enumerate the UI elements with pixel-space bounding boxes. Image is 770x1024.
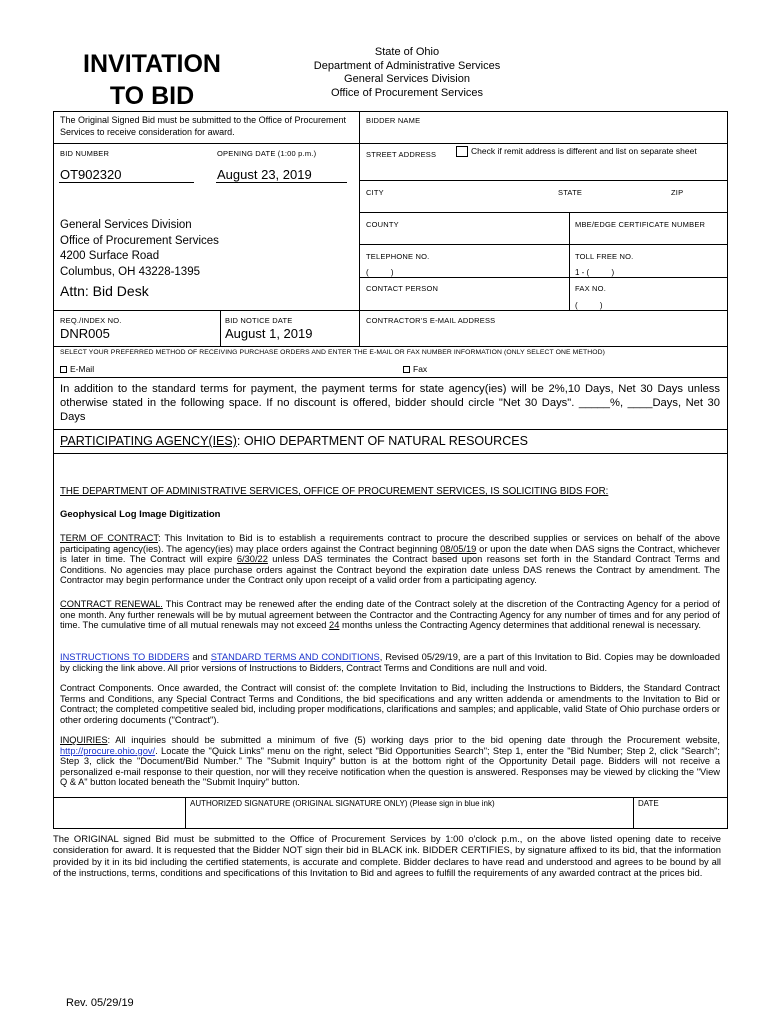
bid-notice-value: August 1, 2019 xyxy=(225,326,313,341)
term-label: TERM OF CONTRACT xyxy=(60,533,158,543)
signature-field[interactable] xyxy=(186,810,632,828)
participating-agency-label: PARTICIPATING AGENCY(IES) xyxy=(60,434,237,448)
revision-date: Rev. 05/29/19 xyxy=(66,997,134,1009)
instructions-text: , Revised 05/29/19, are a part of this Invitation to Bid. Copies may be downloaded by clicking the link above. All prior versions of Instructions to Bidders, Contract Terms and Conditions are null and void. xyxy=(60,652,720,673)
street-address-field[interactable] xyxy=(360,160,727,179)
zip-label: ZIP xyxy=(671,188,684,197)
renewal-months: 24 xyxy=(329,620,340,631)
attn-bid-desk: Attn: Bid Desk xyxy=(60,283,149,299)
term-end-date: 6/30/22 xyxy=(236,554,268,565)
title-line1: INVITATION xyxy=(83,50,221,78)
email-option-checkbox[interactable] xyxy=(60,366,67,373)
date-field[interactable] xyxy=(634,810,726,828)
instructions-to-bidders-link[interactable]: INSTRUCTIONS TO BIDDERS xyxy=(60,652,190,662)
mbe-label: MBE/EDGE CERTIFICATE NUMBER xyxy=(575,220,706,229)
participating-agency-value: : OHIO DEPARTMENT OF NATURAL RESOURCES xyxy=(236,434,528,448)
state-label: STATE xyxy=(558,188,583,197)
mailing-address xyxy=(60,218,219,280)
renewal-label: CONTRACT RENEWAL. xyxy=(60,599,163,609)
title-line2: TO BID xyxy=(109,82,195,110)
address-line: Columbus, OH 43228-1395 xyxy=(60,265,200,278)
agency-line: State of Ohio xyxy=(374,46,440,58)
remit-address-checkbox[interactable] xyxy=(456,146,468,157)
opening-date: August 23, 2019 xyxy=(217,167,312,182)
inquiries-label: INQUIRIES xyxy=(60,735,108,745)
and-text: and xyxy=(189,652,211,662)
tollfree-field[interactable]: 1 - ( ) xyxy=(575,268,615,277)
signature-label: AUTHORIZED SIGNATURE (ORIGINAL SIGNATURE ONLY) (Please sign in blue ink) xyxy=(190,799,495,808)
inquiries-paragraph xyxy=(60,735,720,788)
procure-website-link[interactable]: http://procure.ohio.gov/ xyxy=(60,745,156,756)
term-text: or upon the date when DAS signs the Contract, whichever is later in time. The Contract will expire xyxy=(60,543,720,565)
term-start-date: 08/05/19 xyxy=(440,543,477,554)
bid-notice-label: BID NOTICE DATE xyxy=(225,316,293,325)
bid-number-label: BID NUMBER xyxy=(60,149,110,158)
fax-label: FAX NO. xyxy=(575,284,606,293)
method-instructions: SELECT YOUR PREFERRED METHOD OF RECEIVING PURCHASE ORDERS AND ENTER THE E-MAIL OR FAX NUMBER INFORMATION (ONLY SELECT ONE METHOD) xyxy=(60,349,606,356)
fax-option-label: Fax xyxy=(413,364,428,374)
agency-line: Office of Procurement Services xyxy=(330,86,484,99)
bidder-name-field[interactable] xyxy=(360,125,727,142)
telephone-field[interactable]: ( ) xyxy=(366,268,394,277)
standard-terms-link[interactable]: STANDARD TERMS AND CONDITIONS xyxy=(210,652,380,662)
remit-check-label: Check if remit address is different and list on separate sheet xyxy=(471,146,697,156)
fax-option-checkbox[interactable] xyxy=(403,366,410,373)
original-note: The Original Signed Bid must be submitted to the Office of Procurement Services to receive consideration for award. xyxy=(60,115,346,137)
bidder-name-label: BIDDER NAME xyxy=(366,116,421,125)
email-address-label: CONTRACTOR'S E-MAIL ADDRESS xyxy=(366,316,496,325)
participating-agency xyxy=(60,434,528,448)
agency-header xyxy=(277,46,537,100)
street-address-label: STREET ADDRESS xyxy=(366,150,437,159)
contract-renewal xyxy=(60,599,720,631)
address-line: Office of Procurement Services xyxy=(60,234,219,247)
fax-field[interactable]: ( ) xyxy=(575,301,603,310)
solicitation-subject: Geophysical Log Image Digitization xyxy=(60,509,221,520)
term-text: unless DAS terminates the Contract based upon reasons set forth in the Standard Contract Terms and Conditions. No agencies may place purchase orders against the Contract beyond the expiration date unless DAS renews the Contract by amendment. The Contractor may begin performance under the Contract only upon receipt of a valid order from a participating agency. xyxy=(60,554,720,586)
certification-text: The ORIGINAL signed Bid must be submitted to the Office of Procurement Services by 1:00 o'clock p.m., on the above listed opening date to receive consideration for award. It is requested that the Bidder NOT sign their bid in BLACK ink. BIDDER CERTIFIES, by signature affixed to its bid, that the information provided by it in its bid including the certified statements, is accurate and complete. Bidder declares to have read and understood and agrees to be bound by all of the instructions, terms, conditions and specifications of this Invitation to Bid and agrees to fulfill the requirements of any awarded contract at the prices bid. xyxy=(53,833,721,878)
agency-line: Department of Administrative Services xyxy=(313,59,501,72)
req-index-value: DNR005 xyxy=(60,326,110,341)
telephone-label: TELEPHONE NO. xyxy=(366,252,430,261)
bid-number: OT902320 xyxy=(60,167,122,182)
tollfree-label: TOLL FREE NO. xyxy=(575,252,634,261)
email-option-label: E-Mail xyxy=(70,364,95,374)
county-label: COUNTY xyxy=(366,220,399,229)
instructions-paragraph xyxy=(60,652,720,673)
contact-person-label: CONTACT PERSON xyxy=(366,284,439,293)
term-of-contract xyxy=(60,533,720,586)
email-option[interactable] xyxy=(60,364,94,374)
fax-option[interactable] xyxy=(403,364,427,374)
date-label: DATE xyxy=(638,799,659,808)
inquiries-text: . Locate the "Quick Links" menu on the right, select "Bid Opportunities Search"; Step 1, enter the "Bid Number; Step 2, click "Search"; Step 3, click the "Document/Bid Number." The "Submit Inquiry" button is at the bottom right of the Opportunity Detail page. Bidders will not receive a personalized e-mail response to their question, nor will they receive notification when the question is answered. Responses may be viewed by clicking the "View Q & A" button located beneath the "Submit Inquiry" button. xyxy=(60,745,720,788)
agency-line: General Services Division xyxy=(344,73,470,85)
contract-components: Contract Components. Once awarded, the Contract will consist of: the complete Invitation to Bid, including the Instructions to Bidders, the Standard Contract Terms and Conditions, any Special Contract Terms and Conditions, the bid specifications and any written addenda or amendments to the Invitation to Bid or Contract; the completed competitive sealed bid, including proper modifications, clarifications and samples; and applicable, valid State of Ohio purchase orders or other ordering documents ("Contract"). xyxy=(60,683,720,725)
inquiries-text: : All inquiries should be submitted a minimum of five (5) working days prior to the bid opening date through the Procurement website, xyxy=(107,735,720,745)
renewal-text: months unless the Contracting Agency determines that additional renewal is necessary. xyxy=(339,620,701,631)
address-line: 4200 Surface Road xyxy=(60,250,160,262)
address-line: General Services Division xyxy=(60,219,192,231)
doc-title xyxy=(57,50,247,110)
payment-terms: In addition to the standard terms for payment, the payment terms for state agency(ies) will be 2%,10 Days, Net 30 Days unless otherwise stated in the following space. If no discount is offered, bidder should circle "Net 30 Days". _____%, ____Days, Net 30 Days xyxy=(60,383,720,423)
solicitation-heading: THE DEPARTMENT OF ADMINISTRATIVE SERVICES, OFFICE OF PROCUREMENT SERVICES, IS SOLICITING BIDS FOR: xyxy=(60,486,609,497)
city-label: CITY xyxy=(366,188,384,197)
remit-address-checkbox-row[interactable] xyxy=(456,146,697,157)
opening-date-label: OPENING DATE (1:00 p.m.) xyxy=(217,149,317,158)
term-text: : This Invitation to Bid is to establish a requirements contract to procure the described supplies or services on behalf of the above participating agency(ies). The agency(ies) may place orders against the Contract beginning xyxy=(60,533,720,554)
req-index-label: REQ./INDEX NO. xyxy=(60,316,122,325)
renewal-text: This Contract may be renewed after the ending date of the Contract solely at the discretion of the Contracting Agency for a period of one month. Any further renewals will be by mutual agreement between the Contractor and the Contracting Agency for any number of times and for any period of time. The cumulative time of all mutual renewals may not exceed xyxy=(60,599,720,631)
